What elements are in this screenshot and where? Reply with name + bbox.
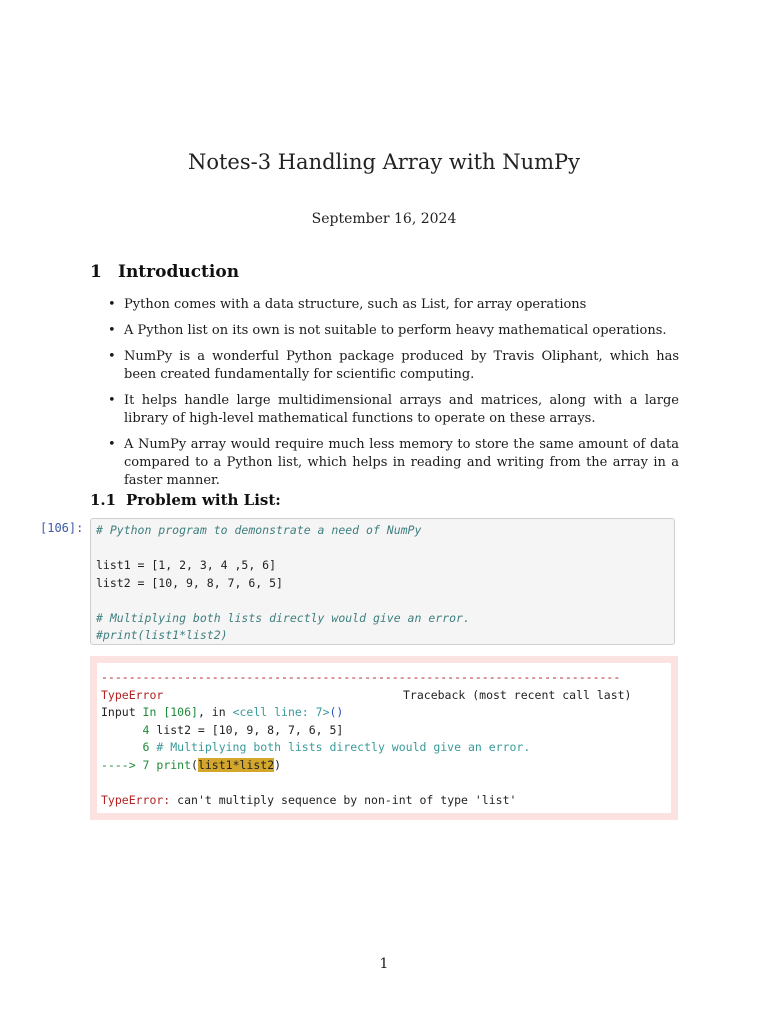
list-item-text: A Python list on its own is not suitable to perform heavy mathematical operations. [124, 323, 667, 338]
code-comment: # Python program to demonstrate a need of NumPy [96, 523, 422, 537]
document-title: Notes-3 Handling Array with NumPy [187, 150, 581, 174]
error-output-body [97, 663, 671, 813]
final-error-type: TypeError: [101, 792, 171, 807]
open-paren: ( [191, 757, 198, 772]
subsection-heading-problem-with-list [90, 491, 281, 509]
input-prefix: Input [101, 705, 143, 719]
traceback-header [101, 687, 667, 705]
bullet-icon: • [108, 437, 116, 452]
page-number: 1 [379, 956, 389, 972]
highlighted-expression: list1*list2 [197, 757, 275, 772]
print-function: print [149, 757, 192, 772]
section-number: 1 [90, 262, 102, 282]
input-reference: In [106] [142, 705, 198, 719]
cell-execution-prompt: [106]: [40, 521, 84, 535]
introduction-bullet-list [106, 296, 679, 498]
error-arrow: ----> 7 [101, 757, 150, 772]
cell-line-reference: <cell line: 7> [232, 705, 330, 719]
document-date: September 16, 2024 [311, 211, 457, 227]
code-blank-line [96, 592, 669, 610]
line-number: 6 [101, 740, 150, 754]
section-title: Introduction [118, 262, 240, 282]
list-item-text: NumPy is a wonderful Python package produced by Travis Oliphant, which has been created fundamentally for scientific computing. [124, 349, 679, 382]
final-error-message: can't multiply sequence by non-int of type 'list' [170, 792, 517, 807]
list-item [106, 296, 679, 314]
list-item [106, 348, 679, 384]
error-type: TypeError [101, 687, 164, 702]
list-item-text: A NumPy array would require much less memory to store the same amount of data compared to a Python list, which helps in reading and writing from the array in a faster manner. [124, 437, 679, 488]
bullet-icon: • [108, 323, 116, 338]
list-item [106, 322, 679, 340]
call-parens: () [329, 705, 344, 719]
context-code: # Multiplying both lists directly would give an error. [149, 740, 531, 754]
bullet-icon: • [108, 297, 116, 312]
context-code: list2 = [10, 9, 8, 7, 6, 5] [149, 722, 344, 737]
line-number: 4 [101, 722, 150, 737]
code-line-list2: list2 = [10, 9, 8, 7, 6, 5] [96, 575, 283, 590]
close-paren: ) [274, 757, 282, 772]
traceback-divider: --------------------------------------------------------------------------- [101, 670, 621, 684]
traceback-error-line [101, 757, 667, 775]
list-item [106, 436, 679, 490]
traceback-blank-line [101, 774, 667, 792]
traceback-context-line [101, 739, 667, 757]
list-item [106, 392, 679, 428]
input-mid: , in [197, 705, 233, 719]
traceback-label: Traceback (most recent call last) [403, 687, 632, 702]
subsection-title: Problem with List: [126, 491, 281, 509]
code-comment: #print(list1*list2) [96, 628, 228, 642]
list-item-text: Python comes with a data structure, such as List, for array operations [124, 297, 587, 312]
traceback-input-line [101, 704, 667, 722]
subsection-number: 1.1 [90, 491, 117, 509]
code-cell[interactable] [90, 518, 675, 645]
section-heading-introduction [90, 262, 239, 282]
list-item-text: It helps handle large multidimensional arrays and matrices, along with a large library of high-level mathematical functions to operate on these arrays. [124, 393, 679, 426]
traceback-context-line [101, 722, 667, 740]
error-message-line [101, 792, 667, 810]
code-blank-line [96, 540, 669, 558]
code-comment: # Multiplying both lists directly would give an error. [96, 610, 470, 625]
error-output [90, 656, 678, 820]
code-line-list1: list1 = [1, 2, 3, 4 ,5, 6] [96, 558, 277, 572]
bullet-icon: • [108, 393, 116, 408]
bullet-icon: • [108, 349, 116, 364]
